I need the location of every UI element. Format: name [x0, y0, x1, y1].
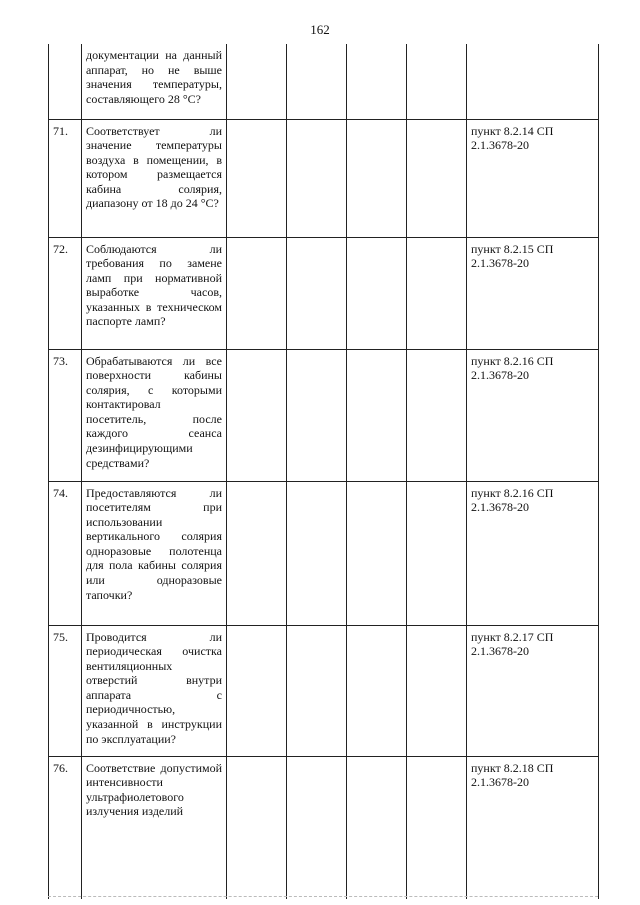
table-row	[49, 481, 599, 625]
answer-na-cell	[347, 625, 407, 756]
answer-yes-cell	[227, 44, 287, 119]
answer-yes-cell	[227, 756, 287, 899]
row-number: 71.	[49, 119, 82, 237]
comment-cell	[407, 625, 467, 756]
legal-reference: пункт 8.2.16 СП 2.1.3678-20	[467, 349, 599, 481]
answer-na-cell	[347, 44, 407, 119]
legal-reference	[467, 44, 599, 119]
table-row	[49, 119, 599, 237]
table-row	[49, 756, 599, 899]
requirement-text: Соответствие допустимой интенсивности ультрафиолетового излучения изделий	[82, 756, 227, 899]
requirement-text: Обрабатываются ли все поверхности кабины солярия, с которыми контактировал посетитель, после каждого сеанса дезинфицирующими средствами?	[82, 349, 227, 481]
answer-no-cell	[287, 756, 347, 899]
answer-yes-cell	[227, 625, 287, 756]
legal-reference: пункт 8.2.14 СП 2.1.3678-20	[467, 119, 599, 237]
answer-no-cell	[287, 237, 347, 349]
requirement-text: Предоставляются ли посетителям при использовании вертикального солярия одноразовые полотенца для пола кабины солярия или одноразовые тапочки?	[82, 481, 227, 625]
answer-na-cell	[347, 119, 407, 237]
answer-no-cell	[287, 119, 347, 237]
page-bottom-edge	[48, 896, 598, 898]
requirement-text: Соответствует ли значение температуры воздуха в помещении, в котором размещается кабина солярия, диапазону от 18 до 24 °С?	[82, 119, 227, 237]
comment-cell	[407, 119, 467, 237]
legal-reference: пункт 8.2.15 СП 2.1.3678-20	[467, 237, 599, 349]
comment-cell	[407, 237, 467, 349]
row-number: 72.	[49, 237, 82, 349]
answer-na-cell	[347, 481, 407, 625]
legal-reference: пункт 8.2.18 СП 2.1.3678-20	[467, 756, 599, 899]
table-row	[49, 44, 599, 119]
legal-reference: пункт 8.2.16 СП 2.1.3678-20	[467, 481, 599, 625]
row-number: 75.	[49, 625, 82, 756]
requirement-text: Соблюдаются ли требования по замене ламп при нормативной выработке часов, указанных в техническом паспорте ламп?	[82, 237, 227, 349]
comment-cell	[407, 756, 467, 899]
row-number: 74.	[49, 481, 82, 625]
answer-no-cell	[287, 481, 347, 625]
page-number: 162	[310, 22, 330, 37]
answer-na-cell	[347, 237, 407, 349]
table-row	[49, 625, 599, 756]
comment-cell	[407, 481, 467, 625]
answer-no-cell	[287, 44, 347, 119]
answer-yes-cell	[227, 237, 287, 349]
row-number	[49, 44, 82, 119]
row-number: 73.	[49, 349, 82, 481]
comment-cell	[407, 349, 467, 481]
row-number: 76.	[49, 756, 82, 899]
answer-yes-cell	[227, 481, 287, 625]
legal-reference: пункт 8.2.17 СП 2.1.3678-20	[467, 625, 599, 756]
requirement-text: документации на данный аппарат, но не выше значения температуры, составляющего 28 °С?	[82, 44, 227, 119]
answer-na-cell	[347, 349, 407, 481]
requirement-text: Проводится ли периодическая очистка вентиляционных отверстий внутри аппарата с периодичностью, указанной в инструкции по эксплуатации?	[82, 625, 227, 756]
answer-na-cell	[347, 756, 407, 899]
answer-no-cell	[287, 625, 347, 756]
table-row	[49, 349, 599, 481]
answer-yes-cell	[227, 349, 287, 481]
checklist-table	[48, 44, 599, 899]
answer-yes-cell	[227, 119, 287, 237]
answer-no-cell	[287, 349, 347, 481]
comment-cell	[407, 44, 467, 119]
table-row	[49, 237, 599, 349]
